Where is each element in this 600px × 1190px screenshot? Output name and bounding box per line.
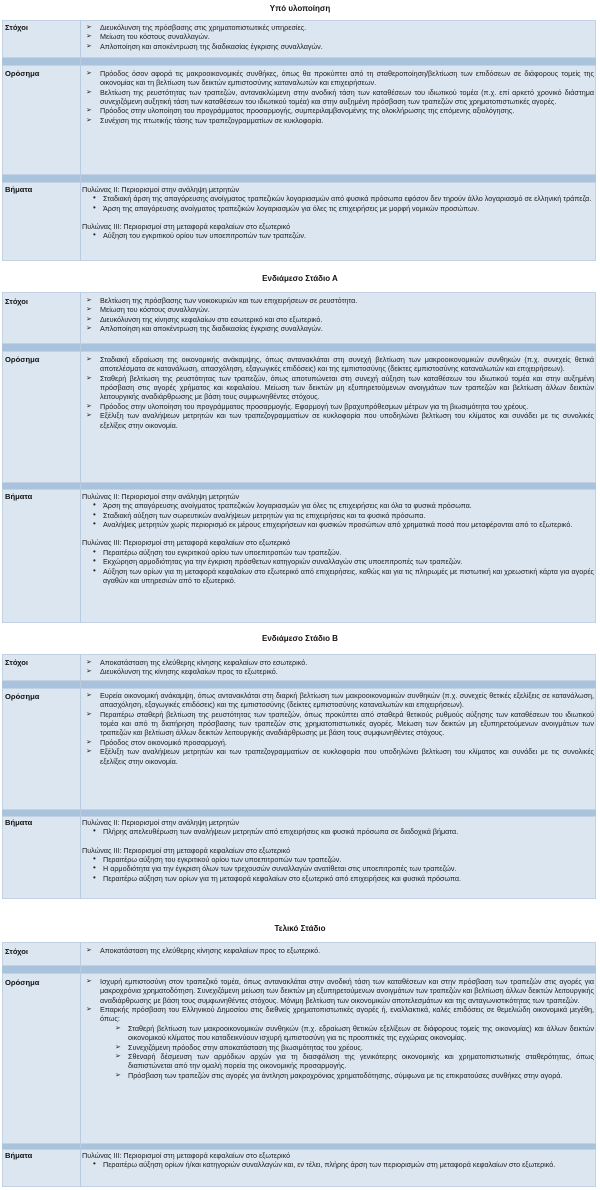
- threshold-subitem: ➢ Σταθερή βελτίωση των μακροοικονομικών συνθηκών (π.χ. εδραίωση θετικών εξελίξεων σε διάφορους τομείς της οικονομίας) και άλλων δεικτών οικονομικού κλίματος που καταδεικνύουν ισχυρή εμπιστοσύνη για τις προοπτικές της εγχώριας οικονομίας.: [114, 1024, 594, 1043]
- step-item: • Άρση της απαγόρευσης ανοίγματος τραπεζικών λογαριασμών για όλες τις επιχειρήσεις με μορφή νομικών προσώπων.: [90, 204, 594, 213]
- steps-container: [82, 492, 594, 585]
- step-item: • Η αρμοδιότητα για την έγκριση όλων των τρεχουσών συναλλαγών ανατίθεται στις υποεπιτροπές των τραπεζών.: [90, 864, 594, 873]
- threshold-text: Ισχυρή εμπιστοσύνη στον τραπεζικό τομέα, όπως αντανακλάται στην ανοδική τάση των καταθέσεων και στην πρόσβαση των τραπεζών στις αγορές για μακροχρόνια χρηματοδότηση. Συνεχιζόμενη μείωση των δεικτών μη εξυπηρετούμενων ανοιγμάτων των τραπεζών και βελτίωση άλλων δεικτών λειτουργικής αναδιάρθρωσης με βάση τους συμφωνηθέντες στόχους. Μόνιμη βελτίωση των οικονομικών αποτελεσμάτων και της ανταγωνιστικότητας των τραπεζών.: [100, 977, 594, 1005]
- column-separator: [80, 20, 81, 261]
- steps-label: Βήματα: [5, 185, 33, 194]
- step-item: • Σταδιακή άρση της απαγόρευσης ανοίγματος τραπεζικών λογαριασμών από φυσικά πρόσωπα εφόσον δεν τηρούν άλλο λογαριασμό σε ελληνική τράπεζα.: [90, 194, 594, 203]
- pillar-steps-list: [90, 501, 594, 529]
- step-item: • Περαιτέρω αύξηση του εγκριτικού ορίου των υποεπιτροπών των τραπεζών.: [90, 855, 594, 864]
- goals-list: [84, 946, 594, 955]
- pillar-heading: Πυλώνας ΙΙΙ: Περιορισμοί στη μεταφορά κεφαλαίων στο εξωτερικό: [82, 538, 291, 548]
- step-item: • Αύξηση του εγκριτικού ορίου των υποεπιτροπών των τραπεζών.: [90, 231, 594, 240]
- thresholds-list: [84, 69, 594, 125]
- threshold-item: ➢ Σταδιακή εδραίωση της οικονομικής ανάκαμψης, όπως αντανακλάται στη συνεχή βελτίωση των μακροοικονομικών συνθηκών (π.χ. συνεχείς θετικά αποτελέσματα σε κατανάλωση, απασχόληση, εξαγωγικές επιδόσεις) και της εμπιστοσύνης (δείκτες εμπιστοσύνης καταναλωτών και επιχειρήσεων).: [84, 355, 594, 374]
- step-item: • Αύξηση των ορίων για τη μεταφορά κεφαλαίων στο εξωτερικό από επιχειρήσεις, καθώς και για τις πληρωμές με πιστωτική και χρεωστική κάρτα για αγορές αγαθών και υπηρεσιών από το εξωτερικό.: [90, 567, 594, 586]
- goals-list-container: [84, 23, 594, 51]
- pillar-steps-list: [90, 827, 594, 836]
- threshold-subitem: ➢ Συνεχιζόμενη πρόοδος στην αποκατάσταση της βιωσιμότητας του χρέους.: [114, 1043, 594, 1052]
- row-divider: [2, 344, 596, 351]
- threshold-item: [84, 1005, 594, 1080]
- goal-item: ➢ Βελτίωση της πρόσβασης των νοικοκυριών και των επιχειρήσεων σε ρευστότητα.: [84, 296, 594, 305]
- goals-label: Στόχοι: [5, 658, 29, 667]
- goals-label: Στόχοι: [5, 23, 29, 32]
- goals-list-container: [84, 658, 594, 677]
- column-separator: [80, 942, 81, 1187]
- goals-list-container: [84, 296, 594, 333]
- pillar-steps-list: [90, 855, 594, 883]
- steps-label: Βήματα: [5, 1151, 33, 1160]
- goal-item: ➢ Αποκατάσταση της ελεύθερης κίνησης κεφαλαίων στο εσωτερικό.: [84, 658, 594, 667]
- thresholds-label: Ορόσημα: [5, 69, 40, 78]
- goal-item: ➢ Διευκόλυνση της κίνησης κεφαλαίων στο εσωτερικό και στο εξωτερικό.: [84, 315, 594, 324]
- threshold-subitem: ➢ Πρόσβαση των τραπεζών στις αγορές για άντληση μακροχρόνιας χρηματοδότησης, σύμφωνα με τις επικρατούσες συνθήκες στην αγορά.: [114, 1071, 594, 1080]
- goals-label: Στόχοι: [5, 947, 29, 956]
- goals-list-container: [84, 946, 594, 955]
- pillar-steps-list: [90, 548, 594, 585]
- thresholds-list: [84, 691, 594, 766]
- pillar-heading: Πυλώνας ΙΙΙ: Περιορισμοί στη μεταφορά κεφαλαίων στο εξωτερικό: [82, 222, 291, 232]
- pillar-heading: Πυλώνας ΙΙΙ: Περιορισμοί στη μεταφορά κεφαλαίων στο εξωτερικό: [82, 845, 291, 855]
- pillar-steps-list: [90, 231, 594, 240]
- goal-item: ➢ Απλοποίηση και αποκέντρωση της διαδικασίας έγκρισης συναλλαγών.: [84, 324, 594, 333]
- step-item: • Σταδιακή αύξηση των σωρευτικών αναλήψεων μετρητών για τις επιχειρήσεις και τα φυσικά πρόσωπα.: [90, 511, 594, 520]
- threshold-item: ➢ Ευρεία οικονομική ανάκαμψη, όπως αντανακλάται στη διαρκή βελτίωση των μακροοικονομικών συνθηκών (π.χ. συνεχείς θετικές εξελίξεις σε κατανάλωση, απασχόληση, εξαγωγικές επιδόσεις) και της εμπιστοσύνης (δείκτες εμπιστοσύνης καταναλωτών και επιχειρήσεων).: [84, 691, 594, 710]
- thresholds-list: [84, 355, 594, 430]
- column-separator: [80, 292, 81, 623]
- steps-container: [82, 185, 594, 241]
- pillar-steps-list: [90, 194, 594, 213]
- steps-container: [82, 1151, 594, 1170]
- threshold-item: ➢ Πρόοδος όσον αφορά τις μακροοικονομικές συνθήκες, όπως θα προκύπτει από τη σταθεροποίηση/βελτίωση των επιδόσεων σε διάφορους τομείς της οικονομίας και τη βελτίωση των δεικτών εμπιστοσύνης καταναλωτών και επιχειρήσεων.: [84, 69, 594, 88]
- threshold-item: ➢ Πρόοδος στον οικονομικό προσαρμογή.: [84, 738, 594, 747]
- threshold-sublist: [114, 1024, 594, 1080]
- goals-label: Στόχοι: [5, 297, 29, 306]
- goals-list: [84, 296, 594, 333]
- step-item: • Αναλήψεις μετρητών χωρίς περιορισμό εκ μέρους επιχειρήσεων και φυσικών προσώπων από χρηματικά ποσά που μεταφέρονται από το εξωτερικό.: [90, 520, 594, 529]
- goal-item: ➢ Απλοποίηση και αποκέντρωση της διαδικασίας έγκρισης συναλλαγών.: [84, 42, 594, 51]
- step-item: • Εκχώρηση αρμοδιότητας για την έγκριση πρόσθετων κατηγοριών συναλλαγών στις υποεπιτροπές των τραπεζών.: [90, 557, 594, 566]
- pillar-heading: Πυλώνας ΙΙΙ: Περιορισμοί στη μεταφορά κεφαλαίων στο εξωτερικό: [82, 1151, 291, 1160]
- goals-list: [84, 658, 594, 677]
- step-item: • Πλήρης απελευθέρωση των αναλήψεων μετρητών από επιχειρήσεις και φυσικά πρόσωπα σε διαδοχικά βήματα.: [90, 827, 594, 836]
- thresholds-list: [84, 977, 594, 1080]
- stage-title: Ενδιάμεσο Στάδιο Β: [262, 634, 338, 643]
- threshold-item: ➢ Περαιτέρω σταθερή βελτίωση της ρευστότητας των τραπεζών, όπως προκύπτει από σταθερά θετικούς ρυθμούς αύξησης των καταθέσεων του ιδιωτικού τομέα και από τη διατήρηση πρόσβασης των τραπεζών στις χρηματοπιστωτικές αγορές. Μείωση των δεικτών μη εξυπηρετούμενων ανοιγμάτων των τραπεζών και βελτίωση άλλων δεικτών λειτουργικής αναδιάρθρωσης με βάση τους συμφωνηθέντες στόχους.: [84, 710, 594, 738]
- threshold-item: ➢ Συνέχιση της πτωτικής τάσης των τραπεζογραμματίων σε κυκλοφορία.: [84, 116, 594, 125]
- threshold-item: ➢ Πρόοδος στην υλοποίηση του προγράμματος προσαρμογής, συμπεριλαμβανομένης της ολοκλήρωσης της επόμενης αξιολόγησης.: [84, 106, 594, 115]
- goal-item: ➢ Αποκατάσταση της ελεύθερης κίνησης κεφαλαίων προς το εξωτερικό.: [84, 946, 594, 955]
- thresholds-list-container: [84, 977, 594, 1080]
- threshold-item: ➢ Βελτίωση της ρευστότητας των τραπεζών, αντανακλώμενη στην ανοδική τάση των καταθέσεων του ιδιωτικού τομέα (π.χ. επί αρκετό χρονικό διάστημα συνεχιζόμενη αυξητική τάση των καταθέσεων του ιδιωτικού τομέα) και στην αυξημένη πρόσβαση των τραπεζών στις χρηματοπιστωτικές αγορές.: [84, 88, 594, 107]
- threshold-text: Επαρκής πρόσβαση του Ελληνικού Δημοσίου στις διεθνείς χρηματοπιστωτικές αγορές ή, εναλλακτικά, καλές επιδόσεις σε θεμελιώδη οικονομικά μεγέθη, όπως:: [100, 1005, 594, 1024]
- goal-item: ➢ Διευκόλυνση της πρόσβασης στις χρηματοπιστωτικές υπηρεσίες.: [84, 23, 594, 32]
- step-item: • Περαιτέρω αύξηση των ορίων για τη μεταφορά κεφαλαίων στο εξωτερικό από επιχειρήσεις και φυσικά πρόσωπα.: [90, 874, 594, 883]
- thresholds-label: Ορόσημα: [5, 692, 40, 701]
- thresholds-label: Ορόσημα: [5, 978, 40, 987]
- goal-item: ➢ Μείωση του κόστους συναλλαγών.: [84, 32, 594, 41]
- threshold-item: ➢ Σταθερή βελτίωση της ρευστότητας των τραπεζών, όπως αποτυπώνεται στη συνεχή αύξηση των καταθέσεων του ιδιωτικού τομέα και στην αυξημένη πρόσβαση στις αγορές χρήματος και κεφαλαίου. Μείωση των δεικτών μη εξυπηρετούμενων ανοιγμάτων των τραπεζών και βελτίωση άλλων δεικτών λειτουργικής αναδιάρθρωσης με βάση τους συμφωνηθέντες στόχους.: [84, 374, 594, 402]
- step-item: • Περαιτέρω αύξηση ορίων ή/και κατηγοριών συναλλαγών και, εν τέλει, πλήρης άρση των περιορισμών στη μεταφορά κεφαλαίων στο εξωτερικό.: [90, 1160, 594, 1169]
- row-divider: [2, 681, 596, 688]
- pillar-heading: Πυλώνας ΙΙ: Περιορισμοί στην ανάληψη μετρητών: [82, 492, 240, 501]
- threshold-item: ➢ Πρόοδος στην υλοποίηση του προγράμματος προσαρμογής. Εφαρμογή των βραχυπρόθεσμων μέτρων για τη βιωσιμότητα του χρέους.: [84, 402, 594, 411]
- stage-title: Ενδιάμεσο Στάδιο Α: [262, 274, 338, 283]
- steps-label: Βήματα: [5, 818, 33, 827]
- threshold-subitem: ➢ Σθεναρή δέσμευση των αρμόδιων αρχών για τη διασφάλιση της γενικότερης οικονομικής και χρηματοπιστωτικής σταθερότητας, όπως διαπιστώνεται από την ομαλή πορεία της οικονομικής προσαρμογής.: [114, 1052, 594, 1071]
- step-item: • Άρση της απαγόρευσης ανοίγματος τραπεζικών λογαριασμών για όλες τις επιχειρήσεις και όλα τα φυσικά πρόσωπα.: [90, 501, 594, 510]
- step-item: • Περαιτέρω αύξηση του εγκριτικού ορίου των υποεπιτροπών των τραπεζών.: [90, 548, 594, 557]
- row-divider: [2, 175, 596, 182]
- thresholds-label: Ορόσημα: [5, 355, 40, 364]
- column-separator: [80, 654, 81, 899]
- thresholds-list-container: [84, 355, 594, 430]
- thresholds-list-container: [84, 69, 594, 125]
- goal-item: ➢ Μείωση του κόστους συναλλαγών.: [84, 305, 594, 314]
- threshold-item: [84, 977, 594, 1005]
- row-divider: [2, 58, 596, 65]
- pillar-heading: Πυλώνας ΙΙ: Περιορισμοί στην ανάληψη μετρητών: [82, 185, 240, 194]
- steps-container: [82, 818, 594, 883]
- threshold-item: ➢ Εξέλιξη των αναλήψεων μετρητών και των τραπεζογραμματίων σε κυκλοφορία που υποδηλώνει βελτίωση του κλίματος και συνάδει με τις συνολικές εξελίξεις στην οικονομία.: [84, 747, 594, 766]
- threshold-item: ➢ Εξέλιξη των αναλήψεων μετρητών και των τραπεζογραμματίων σε κυκλοφορία που υποδηλώνει βελτίωση του κλίματος και συνάδει με τις συνολικές εξελίξεις στην οικονομία.: [84, 411, 594, 430]
- stage-title: Τελικό Στάδιο: [274, 924, 326, 933]
- steps-label: Βήματα: [5, 492, 33, 501]
- goals-list: [84, 23, 594, 51]
- row-divider: [2, 966, 596, 973]
- pillar-steps-list: [90, 1160, 594, 1169]
- thresholds-list-container: [84, 691, 594, 766]
- pillar-heading: Πυλώνας ΙΙ: Περιορισμοί στην ανάληψη μετρητών: [82, 818, 240, 827]
- stage-title: Υπό υλοποίηση: [269, 4, 331, 13]
- goal-item: ➢ Διευκόλυνση της κίνησης κεφαλαίων προς το εξωτερικό.: [84, 667, 594, 676]
